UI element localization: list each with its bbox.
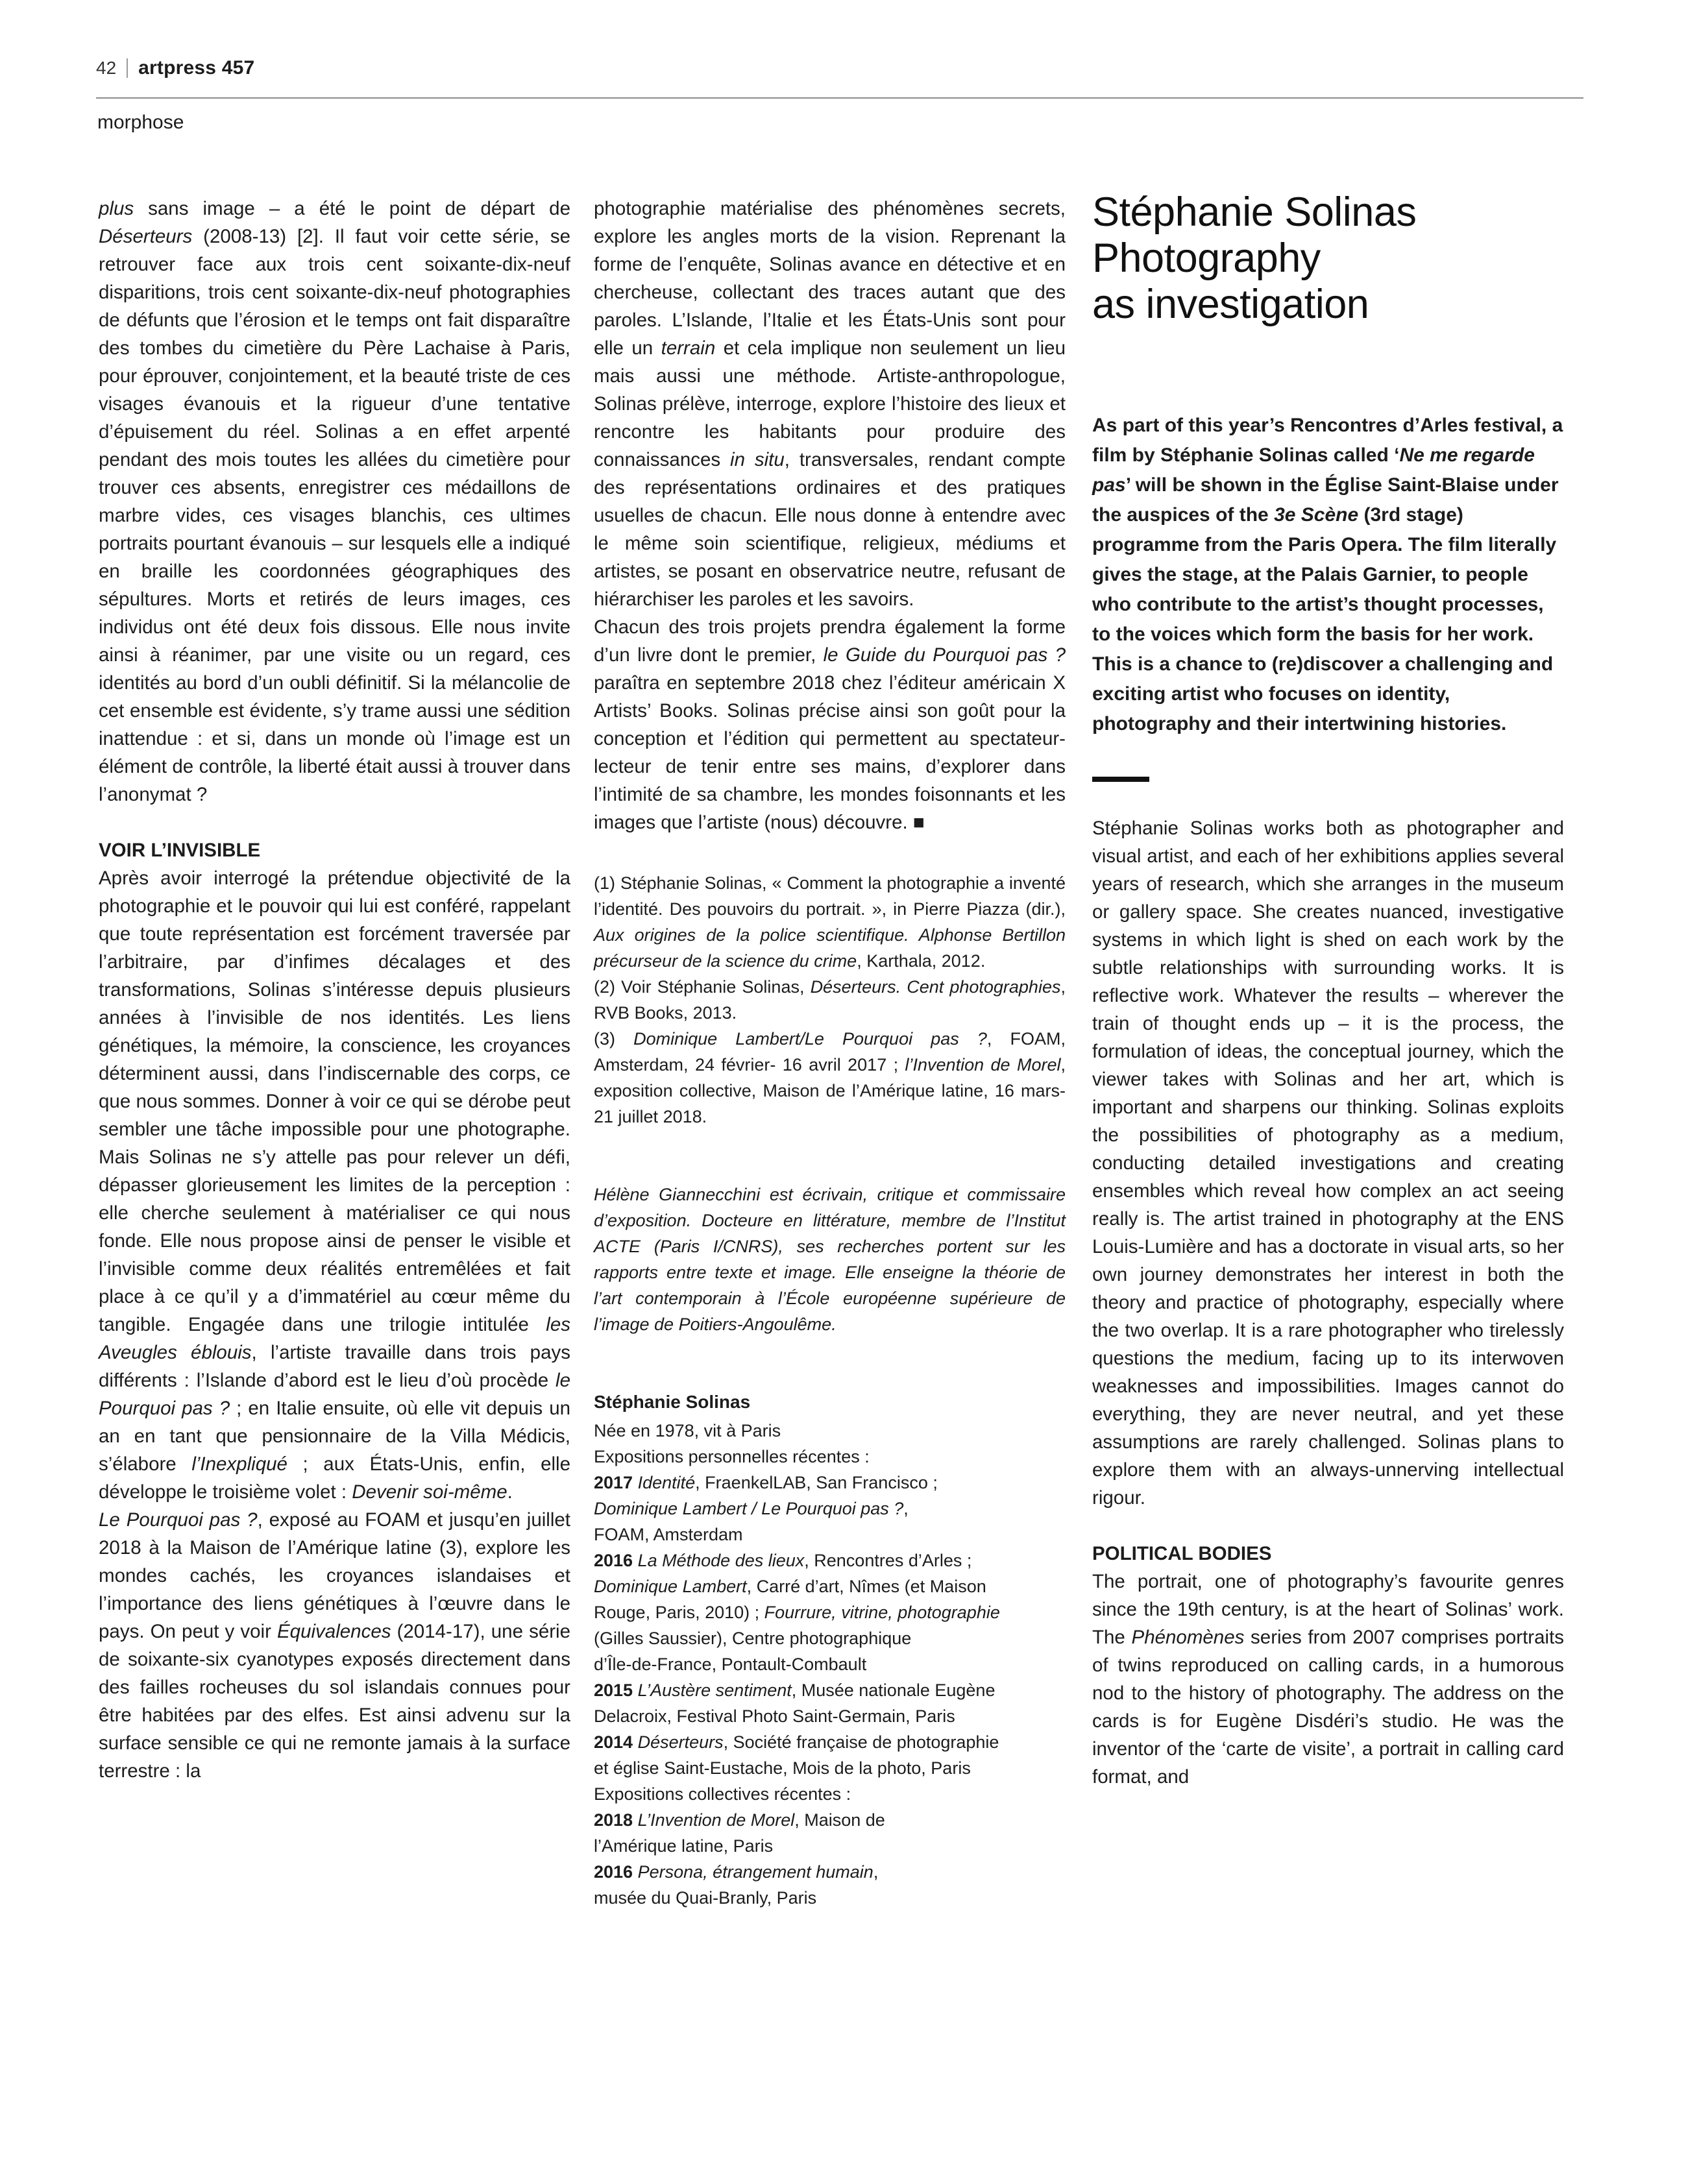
french-column-1 bbox=[99, 195, 570, 1785]
cv-line: Delacroix, Festival Photo Saint-Germain, Paris bbox=[594, 1706, 955, 1726]
cv-line: Dominique Lambert / Le Pourquoi pas ?, bbox=[594, 1499, 909, 1518]
section-heading-political-bodies: POLITICAL BODIES bbox=[1092, 1543, 1272, 1564]
english-column bbox=[1092, 189, 1565, 1791]
section-runover: morphose bbox=[97, 112, 184, 133]
cv-line: (Gilles Saussier), Centre photographique bbox=[594, 1629, 912, 1648]
french-column-2 bbox=[594, 195, 1066, 1911]
cv-line: 2016 Persona, étrangement humain, bbox=[594, 1862, 879, 1882]
cv-line: FOAM, Amsterdam bbox=[594, 1525, 743, 1544]
cv-lines bbox=[594, 1418, 1066, 1911]
masthead-divider bbox=[127, 58, 128, 78]
article-columns bbox=[0, 189, 1686, 2184]
cv-line: 2016 La Méthode des lieux, Rencontres d’Arles ; bbox=[594, 1551, 972, 1570]
footnotes bbox=[594, 870, 1066, 1130]
divider-dash bbox=[1092, 777, 1149, 782]
cv-line: Dominique Lambert, Carré d’art, Nîmes (et Maison bbox=[594, 1577, 986, 1596]
cv-line: Expositions collectives récentes : bbox=[594, 1784, 851, 1804]
cv-line: Rouge, Paris, 2010) ; Fourrure, vitrine, photographie bbox=[594, 1603, 1000, 1622]
cv-line: et église Saint-Eustache, Mois de la photo, Paris bbox=[594, 1758, 971, 1778]
cv-line: 2015 L’Austère sentiment, Musée nationale Eugène bbox=[594, 1680, 996, 1700]
article-paragraph-with-end-mark: Chacun des trois projets prendra également la forme d’un livre dont le premier, le Guide du Pourquoi pas ? paraîtra en septembre 2018 chez l’éditeur américain X Artists’ Books. Solinas précise ainsi son goût pour la conception et l’édition qui permettent au spectateur-lecteur de tenir entre ses mains, d’explorer dans l’intimité de sa chambre, les mondes foisonnants et les images que l’artiste (nous) découvre. ■ bbox=[594, 616, 1066, 833]
standfirst: As part of this year’s Rencontres d’Arles festival, a film by Stéphanie Solinas called ‘Ne me regarde pas’ will be shown in the Église Saint-Blaise under the auspices of the 3e Scène (3rd stage) programme from the Paris Opera. The film literally gives the stage, at the Palais Garnier, to people who contribute to the artist’s thought processes, to the voices which form the basis for her work. This is a chance to (re)discover a challenging and exciting artist who focuses on identity, photography and their intertwining histories. bbox=[1092, 415, 1563, 734]
article-paragraph: Le Pourquoi pas ?, exposé au FOAM et jusqu’en juillet 2018 à la Maison de l’Amérique latine (3), explore les mondes cachés, les croyances islandaises et l’importance des liens génétiques à l’œuvre dans le pays. On peut y voir Équivalences (2014-17), une série de soixante-six cyanotypes exposés directement dans des failles rocheuses du sol islandais connues pour être habitées par des elfes. Est ainsi advenu sur la surface sensible ce qui ne remonte jamais à la surface terrestre : la bbox=[99, 1509, 571, 1782]
cv-line: 2014 Déserteurs, Société française de photographie bbox=[594, 1732, 999, 1752]
cv-line: Née en 1978, vit à Paris bbox=[594, 1421, 781, 1440]
cv-line: musée du Quai-Branly, Paris bbox=[594, 1888, 817, 1908]
cv-line: 2017 Identité, FraenkelLAB, San Francisco ; bbox=[594, 1473, 938, 1492]
page-number: 42 bbox=[96, 58, 117, 78]
header-rule bbox=[96, 97, 1583, 99]
magazine-title: artpress 457 bbox=[138, 57, 255, 79]
article-paragraph: The portrait, one of photography’s favourite genres since the 19th century, is at the heart of Solinas’ work. The Phénomènes series from 2007 comprises portraits of twins reproduced on calling cards, in a humorous nod to the history of photography. The address on the cards is for Eugène Disdéri’s studio. He was the inventor of the ‘carte de visite’, a portrait in calling card format, and bbox=[1092, 1571, 1565, 1788]
cv-line: l’Amérique latine, Paris bbox=[594, 1836, 774, 1856]
article-title: Stéphanie Solinas Photography as investigation bbox=[1092, 189, 1417, 327]
article-paragraph: Après avoir interrogé la prétendue objectivité de la photographie et le pouvoir qui lui est conféré, rappelant que toute représentation est forcément traversée par l’arbitraire, par d’infimes décalages et des transformations, Solinas s’intéresse depuis plusieurs années à l’invisible de nos identités. Les liens génétiques, la mémoire, la conscience, les croyances déterminent aussi, dans l’indiscernable des corps, ce que nous sommes. Donner à voir ce qui se dérobe peut sembler une tâche impossible pour une photographe. Mais Solinas ne s’y attelle pas pour relever un défi, dépasser glorieusement les limites de la perception : elle cherche seulement à matérialiser ce qui nous fonde. Elle nous propose ainsi de penser le visible et l’invisible comme deux réalités entremêlées et fait place à ce qu’il y a d’immatériel au cœur même du tangible. Engagée dans une trilogie intitulée les Aveugles éblouis, l’artiste travaille dans trois pays différents : l’Islande d’abord est le lieu d’où procède le Pourquoi pas ? ; en Italie ensuite, où elle vit depuis un an en tant que pensionnaire de la Villa Médicis, s’élabore l’Inexpliqué ; aux États-Unis, enfin, elle développe le troisième volet : Devenir soi-même. bbox=[99, 868, 571, 1503]
article-paragraph: plus sans image – a été le point de départ de Déserteurs (2008-13) [2]. Il faut voir cette série, se retrouver face aux trois cent soixante-dix-neuf disparitions, trois cent soixante-dix-neuf photographies de défunts que l’érosion et le temps ont fait disparaître des tombes du cimetière du Père Lachaise à Paris, pour éprouver, conjointement, et la beauté triste de ces visages évanouis et la rigueur d’une tentative d’épuisement du réel. Solinas a en effet arpenté pendant des mois toutes les allées du cimetière pour trouver ces absents, enregistrer ces médaillons de marbre vides, ces visages blanchis, ces ultimes portraits pourtant évanouis – sur lesquels elle a indiqué en braille les coordonnées géographiques des sépultures. Morts et retirés de leurs images, ces individus ont été deux fois dissous. Elle nous invite ainsi à réanimer, par une visite ou un regard, ces identités au bord d’un oubli définitif. Si la mélancolie de cet ensemble est évidente, s’y trame aussi une sédition inattendue : et si, dans un monde où l’image est un élément de contrôle, la liberté était aussi à trouver dans l’anonymat ? bbox=[99, 198, 570, 805]
masthead bbox=[96, 57, 254, 79]
footnote: (3) Dominique Lambert/Le Pourquoi pas ?, FOAM, Amsterdam, 24 février- 16 avril 2017 ; l’Invention de Morel, exposition collective, Maison de l’Amérique latine, 16 mars- 21 juillet 2018. bbox=[594, 1029, 1066, 1126]
cv-line: d’Île-de-France, Pontault-Combault bbox=[594, 1655, 867, 1674]
cv-line: 2018 L’Invention de Morel, Maison de bbox=[594, 1810, 885, 1830]
cv-line: Expositions personnelles récentes : bbox=[594, 1447, 870, 1466]
cv-artist-name: Stéphanie Solinas bbox=[594, 1392, 751, 1412]
footnote: (1) Stéphanie Solinas, « Comment la photographie a inventé l’identité. Des pouvoirs du portrait. », in Pierre Piazza (dir.), Aux origines de la police scientifique. Alphonse Bertillon précurseur de la science du crime, Karthala, 2012. bbox=[594, 873, 1066, 971]
article-paragraph: Stéphanie Solinas works both as photographer and visual artist, and each of her exhibitions applies several years of research, which she arranges in the museum or gallery space. She creates nuanced, investigative systems in which light is shed on each work by the subtle relationships with surrounding works. It is reflective work. Whatever the results – wherever the train of thought ends up – it is the process, the formulation of ideas, the conceptual journey, which the viewer takes with Solinas and her art, which is important and sharpens our thinking. Solinas exploits the possibilities of photography as a medium, conducting detailed investigations and creating ensembles which reveal how complex an act seeing really is. The artist trained in photography at the ENS Louis-Lumière and has a doctorate in visual arts, so her own journey demonstrates her interest in both the theory and practice of photography, especially where the two overlap. It is a rare photographer who tirelessly questions the medium, facing up to its interwoven weaknesses and impossibilities. Images cannot do everything, they are never neutral, and yet these assumptions are rarely challenged. Solinas plans to explore them with an always-unnerving intellectual rigour. bbox=[1092, 818, 1564, 1509]
contributor-bio: Hélène Giannecchini est écrivain, critique et commissaire d’exposition. Docteure en littérature, membre de l’Institut ACTE (Paris I/CNRS), ses recherches portent sur les rapports entre texte et image. Elle enseigne la théorie de l’art contemporain à l’École européenne supérieure de l’image de Poitiers-Angoulême. bbox=[594, 1185, 1066, 1334]
artist-cv bbox=[594, 1389, 1066, 1911]
footnote: (2) Voir Stéphanie Solinas, Déserteurs. Cent photographies, RVB Books, 2013. bbox=[594, 977, 1066, 1023]
article-paragraph: photographie matérialise des phénomènes secrets, explore les angles morts de la vision. Reprenant la forme de l’enquête, Solinas avance en détective et en chercheuse, collectant des traces autant que des paroles. L’Islande, l’Italie et les États-Unis sont pour elle un terrain et cela implique non seulement un lieu mais aussi une méthode. Artiste-anthropologue, Solinas prélève, interroge, explore l’histoire des lieux et rencontre les habitants pour produire des connaissances in situ, transversales, rendant compte des représentations ordinaires et des pratiques usuelles de chacun. Elle nous donne à entendre avec le même soin scientifique, religieux, médiums et artistes, se posant en observatrice neutre, refusant de hiérarchiser les paroles et les savoirs. bbox=[594, 198, 1066, 610]
section-heading-voir-invisible: VOIR L’INVISIBLE bbox=[99, 840, 261, 861]
